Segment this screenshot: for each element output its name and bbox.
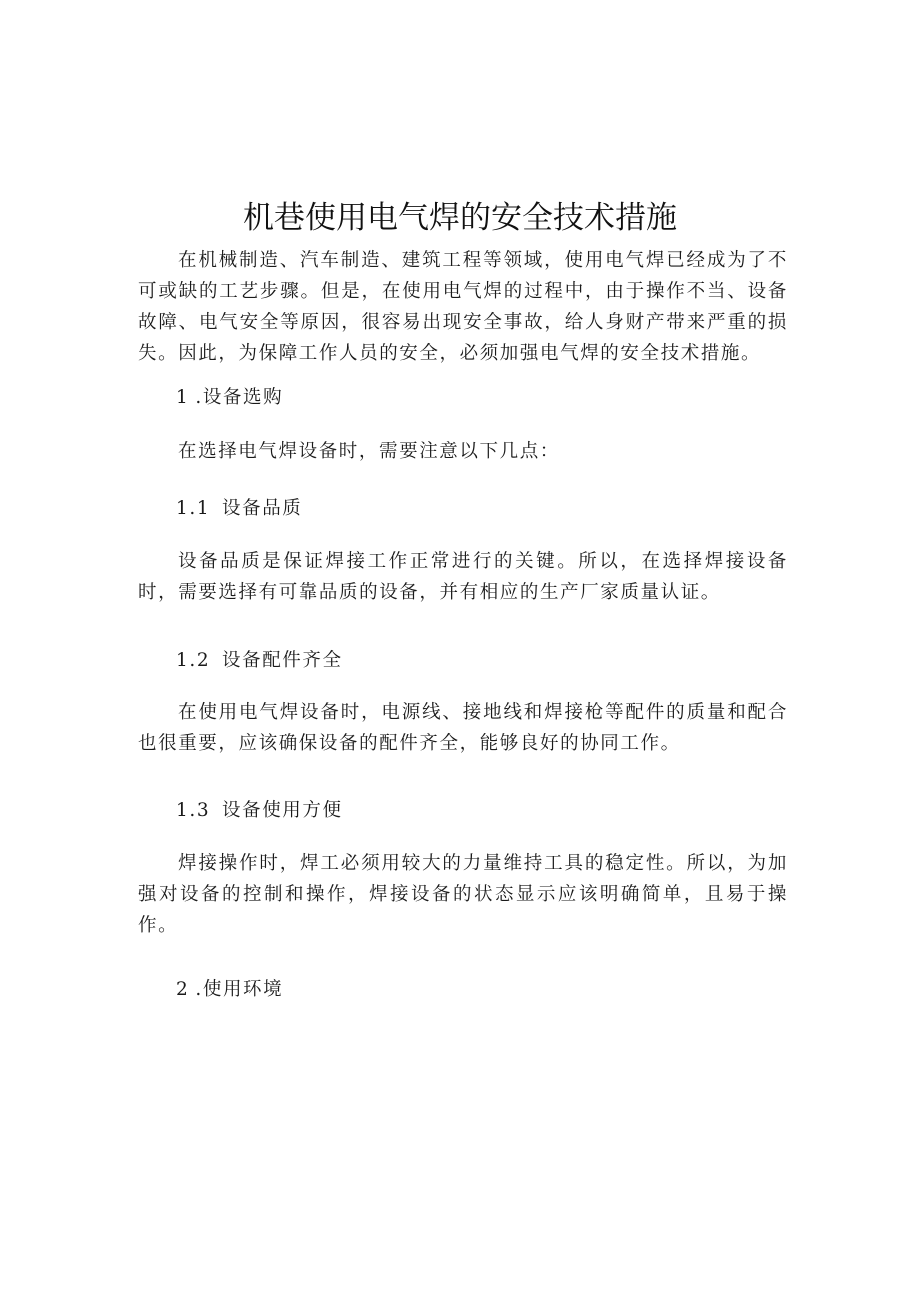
subsection-1-3-number: 1.3 <box>176 800 211 821</box>
section-1-number: 1 <box>176 387 190 408</box>
document-title: 机巷使用电气焊的安全技术措施 <box>243 200 677 236</box>
subsection-1-1-number: 1.1 <box>176 498 211 519</box>
subsection-1-3-heading <box>176 795 343 826</box>
subsection-1-1-paragraph: 设备品质是保证焊接工作正常进行的关键。所以，在选择焊接设备时，需要选择有可靠品质的设备，并有相应的生产厂家质量认证。 <box>138 551 788 603</box>
subsection-1-2-title: 设备配件齐全 <box>222 650 343 671</box>
section-1-heading <box>176 382 283 413</box>
section-1-paragraph: 在选择电气焊设备时，需要注意以下几点： <box>178 441 560 462</box>
subsection-1-3-title: 设备使用方便 <box>222 800 343 821</box>
subsection-1-2-number: 1.2 <box>176 650 211 671</box>
intro-paragraph: 在机械制造、汽车制造、建筑工程等领域，使用电气焊已经成为了不可或缺的工艺步骤。但是，在使用电气焊的过程中，由于操作不当、设备故障、电气安全等原因，很容易出现安全事故，给人身财产带来严重的损失。因此，为保障工作人员的安全，必须加强电气焊的安全技术措施。 <box>138 250 788 364</box>
subsection-1-3-paragraph: 焊接操作时，焊工必须用较大的力量维持工具的稳定性。所以，为加强对设备的控制和操作，焊接设备的状态显示应该明确简单，且易于操作。 <box>138 853 788 936</box>
section-2-heading <box>176 974 283 1005</box>
subsection-1-2-paragraph: 在使用电气焊设备时，电源线、接地线和焊接枪等配件的质量和配合也很重要，应该确保设备的配件齐全，能够良好的协同工作。 <box>138 702 788 754</box>
section-2-title: .使用环境 <box>195 979 284 1000</box>
section-2-number: 2 <box>176 979 190 1000</box>
subsection-1-1-title: 设备品质 <box>222 498 303 519</box>
subsection-1-2-heading <box>176 645 343 676</box>
subsection-1-1-heading <box>176 493 302 524</box>
section-1-title: .设备选购 <box>195 387 284 408</box>
